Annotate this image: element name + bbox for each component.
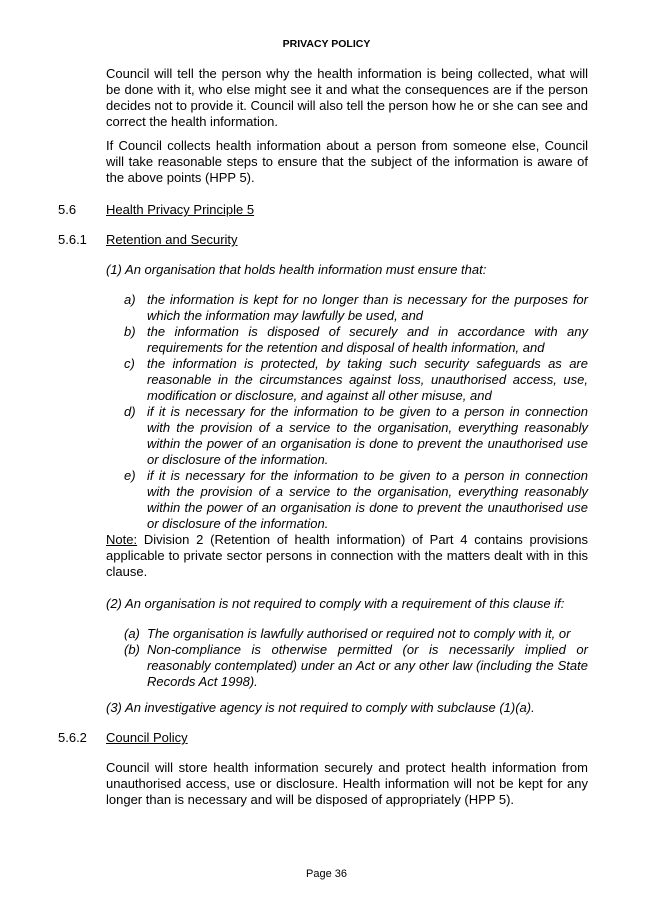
- list-item-label: c): [124, 356, 135, 371]
- list-item-label: e): [124, 468, 136, 483]
- list-item-label: b): [124, 324, 136, 339]
- list-item-text: The organisation is lawfully authorised or required not to comply with it, or: [147, 626, 571, 641]
- section-number-5-6-2: 5.6.2: [58, 730, 87, 745]
- section-heading-5-6-2: Council Policy: [106, 730, 188, 745]
- list-item-text: if it is necessary for the information to be given to a person in connection with the provision of a service to the organisation, everything reasonably within the power of an organisation is done to prevent the unauthorised use or disclosure of the information.: [147, 404, 588, 467]
- list-item: [124, 292, 588, 324]
- section-number-5-6-1: 5.6.1: [58, 232, 87, 247]
- list-item-label: a): [124, 292, 136, 307]
- list-item: [124, 626, 588, 642]
- list-item: [124, 642, 588, 690]
- list-item-label: (a): [124, 626, 140, 641]
- note-label: Note:: [106, 532, 138, 547]
- intro-paragraph-1: Council will tell the person why the health information is being collected, what will be done with it, who else might see it and what the consequences are if the person decides not to provide it. Council will also tell the person how he or she can see and correct the health information.: [106, 66, 589, 129]
- section-heading-5-6-1: Retention and Security: [106, 232, 238, 247]
- clause-2-list: [124, 626, 588, 690]
- section-heading-5-6: Health Privacy Principle 5: [106, 202, 255, 217]
- section-number-5-6: 5.6: [58, 202, 77, 217]
- list-item: [124, 324, 588, 356]
- clause-1-intro: (1) An organisation that holds health information must ensure that:: [106, 262, 487, 277]
- list-item-label: (b): [124, 642, 140, 657]
- list-item-text: the information is protected, by taking such security safeguards as are reasonable in the circumstances against loss, unauthorised access, use, modification or disclosure, and against all other misuse, and: [147, 356, 588, 403]
- page-number: Page 36: [306, 868, 347, 880]
- note-text: Division 2 (Retention of health information) of Part 4 contains provisions applicable to private sector persons in connection with the matters dealt with in this clause.: [106, 532, 588, 579]
- list-item: [124, 404, 588, 468]
- clause-3: (3) An investigative agency is not required to comply with subclause (1)(a).: [106, 700, 535, 715]
- list-item-label: d): [124, 404, 136, 419]
- list-item-text: the information is disposed of securely and in accordance with any requirements for the retention and disposal of health information, and: [147, 324, 588, 355]
- list-item: [124, 356, 588, 404]
- list-item-text: Non-compliance is otherwise permitted (or is necessarily implied or reasonably contemplated) under an Act or any other law (including the State Records Act 1998).: [147, 642, 588, 689]
- intro-paragraph-2: If Council collects health information about a person from someone else, Council will take reasonable steps to ensure that the subject of the information is aware of the above points (HPP 5).: [106, 138, 588, 185]
- list-item-text: the information is kept for no longer than is necessary for the purposes for which the information may lawfully be used, and: [147, 292, 588, 323]
- list-item: [124, 468, 588, 532]
- council-policy-paragraph: Council will store health information securely and protect health information from unauthorised access, use or disclosure. Health information will not be kept for any longer than is necessary and will be disposed of appropriately (HPP 5).: [106, 760, 588, 807]
- page-title: PRIVACY POLICY: [282, 38, 371, 50]
- list-item-text: if it is necessary for the information to be given to a person in connection with the provision of a service to the organisation, everything reasonably within the power of an organisation is done to prevent the unauthorised use or disclosure of the information.: [147, 468, 588, 531]
- note-paragraph: [106, 532, 588, 580]
- clause-1-list: [124, 292, 588, 532]
- clause-2-intro: (2) An organisation is not required to comply with a requirement of this clause if:: [106, 596, 565, 611]
